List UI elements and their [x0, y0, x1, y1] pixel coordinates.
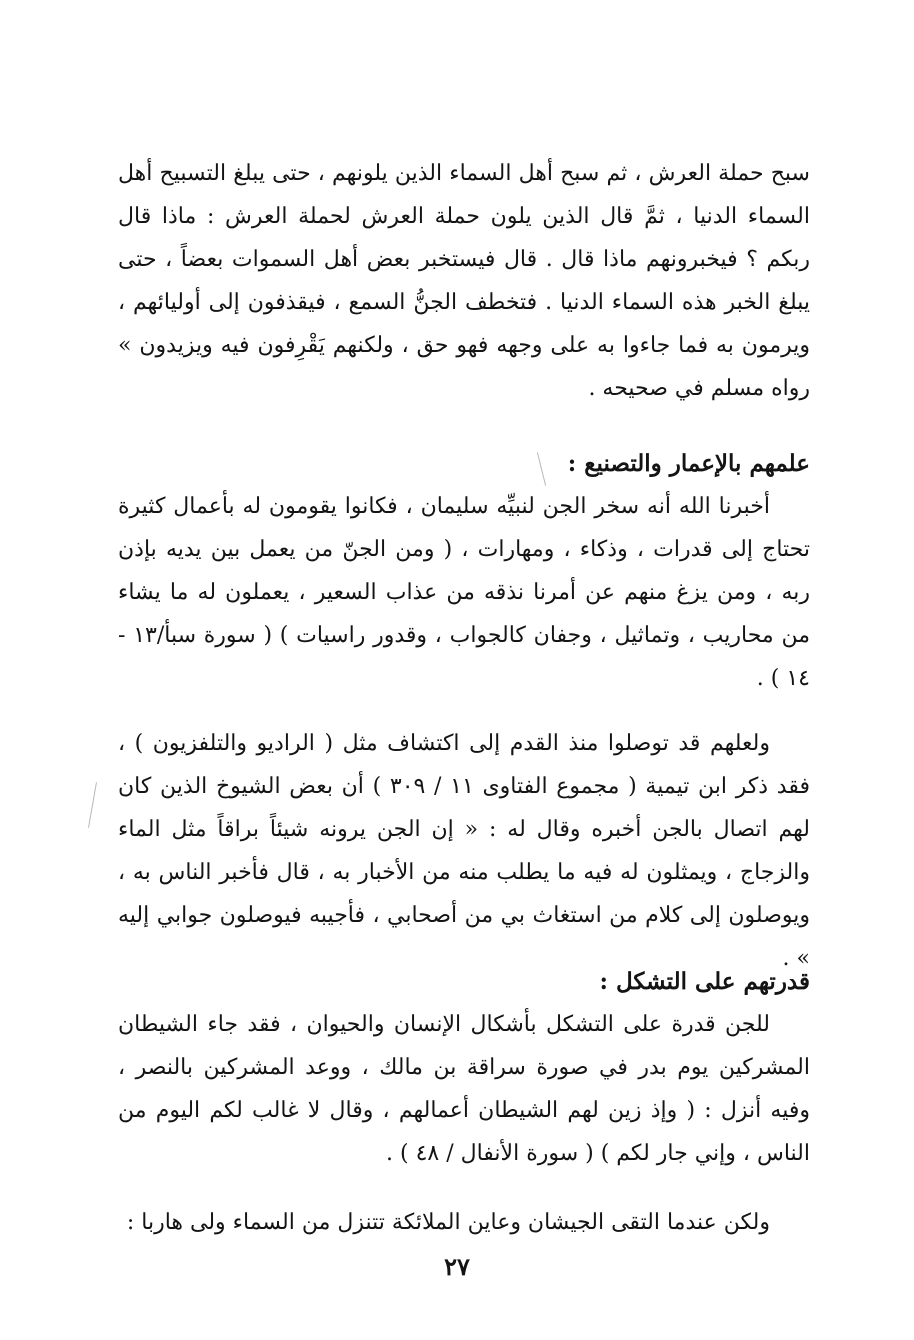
paragraph-armies-meet: ولكن عندما التقى الجيشان وعاين الملائكة تتنزل من السماء ولى هاربا :: [126, 1210, 770, 1235]
paragraph-solomon-jinn: أخبرنا الله أنه سخر الجن لنبيِّه سليمان ، فكانوا يقومون له بأعمال كثيرة تحتاج إلى قدرات ، وذكاء ، ومهارات ، ( ومن الجنّ من يعمل بين يديه بإذن ربه ، ومن يزغ منهم عن أمرنا نذقه من عذاب السعير ، يعملون له ما يشاء من محاريب ، وتماثيل ، وجفان كالجواب ، وقدور راسيات ) ( سورة سبأ/١٣ - ١٤ ) .: [118, 494, 810, 691]
paragraph-radio-television: ولعلهم قد توصلوا منذ القدم إلى اكتشاف مثل ( الراديو والتلفزيون ) ، فقد ذكر ابن تيمية ( مجموع الفتاوى ١١ / ٣٠٩ ) أن بعض الشيوخ الذين كان لهم اتصال بالجن أخبره وقال له : « إن الجن يرونه شيئاً براقاً مثل الماء والزجاج ، ويمثلون له فيه ما يطلب منه من الأخبار به ، قال فأخبر الناس به ، ويوصلون إلى كلام من استغاث بي من أصحابي ، فأجيبه فيوصلون جوابي إليه » .: [118, 731, 810, 971]
heading-shapeshifting: قدرتهم على التشكل :: [599, 968, 810, 995]
paragraph-shapeshifting: للجن قدرة على التشكل بأشكال الإنسان والحيوان ، فقد جاء الشيطان المشركين يوم بدر في صورة سراقة بن مالك ، ووعد المشركين بالنصر ، وفيه أنزل : ( وإذ زين لهم الشيطان أعمالهم ، وقال لا غالب لكم اليوم من الناس ، وإني جار لكم ) ( سورة الأنفال / ٤٨ ) .: [118, 1012, 810, 1166]
page-number: ٢٧: [444, 1252, 470, 1281]
paragraph-hadith-continuation: سبح حملة العرش ، ثم سبح أهل السماء الذين يلونهم ، حتى يبلغ التسبيح أهل السماء الدنيا ، ثمَّ قال الذين يلون حملة العرش لحملة العرش : ماذا قال ربكم ؟ فيخبرونهم ماذا قال . قال فيستخبر بعض أهل السموات بعضاً ، حتى يبلغ الخبر هذه السماء الدنيا . فتخطف الجنُّ السمع ، فيقذفون إلى أوليائهم ، ويرمون به فما جاءوا به على وجهه فهو حق ، ولكنهم يَقْرِفون فيه ويزيدون » رواه مسلم في صحيحه .: [118, 161, 810, 401]
heading-construction-knowledge: علمهم بالإعمار والتصنيع :: [567, 450, 810, 477]
scan-mark: [88, 782, 97, 827]
